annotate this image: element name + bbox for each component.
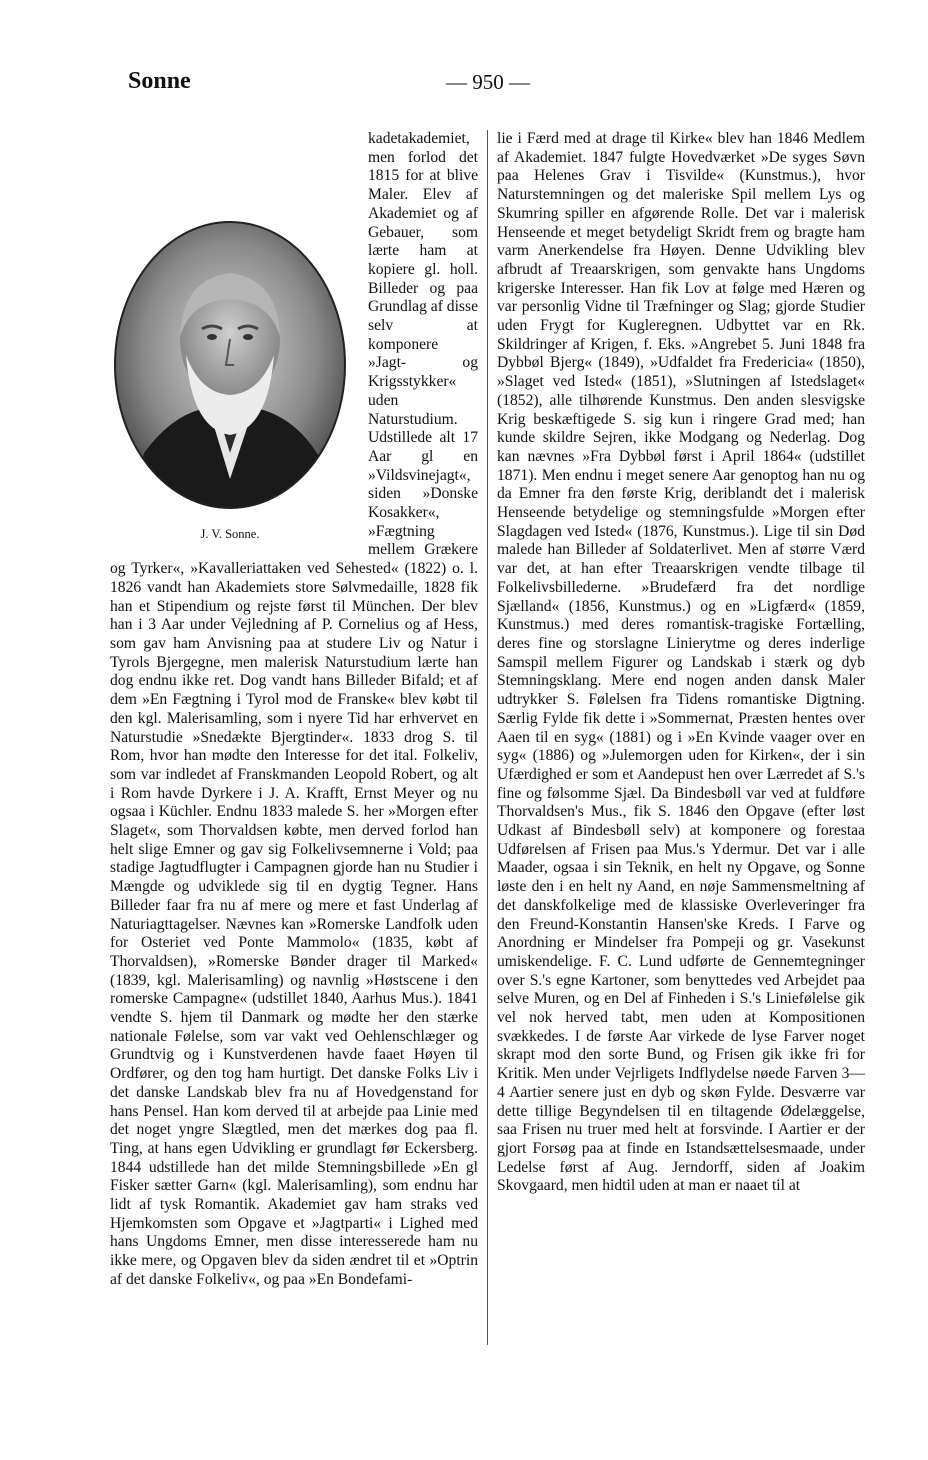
portrait-image [110,217,350,513]
page-number: — 950 — [446,70,530,94]
right-column-text: lie i Færd med at drage til Kirke« blev han 1846 Medlem af Akademiet. 1847 fulgte Hovedværket »De syges Søvn paa Helenes Grav i Tisvilde« (Kunstmus.), hvor Naturstemningen og det maleriske Spil mellem Lys og Skumring spiller en afgørende Rolle. Det var i malerisk Henseende et meget betydeligt Skridt frem og bragte ham varm Anerkendelse fra Høyen. Denne Udvikling blev afbrudt af Treaarskrigen, som genvakte hans Ungdoms krigerske Interesser. Han fik Lov at følge med Hæren og var personlig Vidne til Træfninger og Slag; gjorde Studier uden Frygt for Kugleregnen. Udbyttet var en Rk. Skildringer af Krigen, f. Eks. »Angrebet 5. Juni 1848 fra Dybbøl Bjerg« (1849), »Udfaldet fra Fredericia« (1850), »Slaget ved Isted« (1851), »Slutningen af Istedslaget« (1852), alle tilhørende Kunstmus. Den anden slesvigske Krig beskæftigede S. sig kun i ringere Grad med; han kunde skildre Sejren, ikke Modgang og Nederlag. Dog kan nævnes »Fra Dybbøl først i April 1864« (udstillet 1871). Men endnu i meget senere Aar genoptog han nu og da Emner fra den første Krig, deriblandt det i malerisk Henseende betydelige og stemningsfulde »Morgen efter Slagdagen ved Isted« (1876, Kunstmus.). Lige til sin Død malede han Billeder af Soldaterlivet. Men af større Værd var det, at han efter Treaarskrigen vendte tilbage til Folkelivsbillederne. »Brudefærd fra det nordlige Sjælland« (1856, Kunstmus.) og en »Ligfærd« (1859, Kunstmus.) med deres romantisk-tragiske Fortælling, deres fine og storslagne Linierytme og deres inderlige Samspil mellem Figurer og Landskab i stærk og dyb Stemningsklang. Mere end nogen anden dansk Maler udtrykker S. Følelsen fra Tidens romantiske Digtning. Særlig Fylde fik dette i »Sommernat, Præsten hentes over Aaen til en syg« (1881) og i »En Kvinde vaager over en syg« (1886) og »Julemorgen uden for Kirken«, der i sin Ufærdighed er som et Aandepust hen over Lærredet af S.'s fine og følsomme Sjæl. Da Bindesbøll var ved at fuldføre Thorvaldsen's Mus., fik S. 1846 den Opgave (efter løst Udkast af Bindesbøll selv) at komponere og forestaa Udførelsen af Frisen paa Mus.'s Ydermur. Det var i alle Maader, ogsaa i sin Teknik, en helt ny Opgave, og Sonne løste den i en helt ny Aand, en nøje Sammensmeltning af det danskfolkelige med de klassiske Overleveringer fra den Freund-Konstantin Hansen'ske Kreds. I Farve og Anordning er Mindelser fra Pompeji og gr. Vasekunst umiskendelige. F. C. Lund udførte de Gennemtegninger over S.'s egne Kartoner, som benyttedes ved Arbejdet paa selve Muren, og en Del af Finheden i S.'s Liniefølelse gik vel nok herved tabt, men uden at Kompositionen svækkedes. I de første Aar virkede de lyse Farver noget skrapt mod den sorte Bund, og Frisen gik ikke fri for Kritik. Men under Vejrligets Indflydelse nøede Farven 3—4 Aartier senere just en dyb og skøn Fylde. Desværre var dette tillige Begyndelsen til en tiltagende Ødelæggelse, saa Frisen nu truer med helt at forsvinde. I Aartier er der gjort Forsøg paa at finde en Istandsættelsesmaade, under Ledelse først af Aug. Jerndorff, siden af Joakim Skovgaard, men hidtil uden at man er naaet til at [497,130,865,1195]
left-column-text: kadetakademiet, men forlod det 1815 for at blive Maler. Elev af Akademiet og af Gebauer, som lærte ham at kopiere gl. holl. Billeder og paa Grundlag af disse selv at komponere »Jagt- og Krigsstykker« uden Naturstudium. Udstillede alt 17 Aar gl en »Vildsvinejagt«, siden »Donske Kosakker«, »Fægtning mellem Grækere og Tyrker«, »Kavalleriattaken ved Sehested« (1822) o. l. 1826 vandt han Akademiets store Sølvmedaille, 1828 fik han et Stipendium og rejste først til München. Der blev han i 3 Aar under Vejledning af P. Cornelius og af Hess, som gav ham Anvisning paa at studere Liv og Natur i Tyrols Bjergegne, men malerisk Naturstudium lærte han dog endnu ikke ret. Dog vandt hans Billeder Bifald; et af dem »En Fægtning i Tyrol mod de Franske« blev købt til den kgl. Malerisamling, som i nyere Tid har erhvervet en Naturstudie »Snedækte Bjergtinder«. 1833 drog S. til Rom, hvor han mødte den Interesse for det ital. Folkeliv, som var indledet af Franskmanden Leopold Robert, og alt i Rom havde Dyrkere i J. A. Krafft, Ernst Meyer og nu ogsaa i Küchler. Endnu 1833 malede S. her »Morgen efter Slaget«, som Thorvaldsen købte, men derved forlod han helt slige Emner og gav sig Folkelivsemnerne i Vold; paa stadige Jagtudflugter i Campagnen gjorde han nu Studier i Mængde og udviklede sig til en dygtig Tegner. Hans Billeder faar fra nu af mere og mere et fast Underlag af Naturiagttagelser. Nævnes kan »Romerske Landfolk uden for Osteriet ved Ponte Mammolo« (1835, købt af Thorvaldsen), »Romerske Bønder drager til Marked« (1839, kgl. Malerisamling) og navnlig »Høstscene i den romerske Campagne« (udstillet 1840, Aarhus Mus.). 1841 vendte S. hjem til Danmark og mødte her den stærke nationale Følelse, som var vakt ved Oehlenschlæger og Grundtvig og i Kunstverdenen havde faaet Høyen til Ordfører, og den tog ham hurtigt. Det danske Folks Liv i det danske Landskab blev fra nu af Hovedgenstand for hans Pensel. Han kom derved til at arbejde paa Linie med det noget yngre Slægtled, men det mærkes dog paa fl. Ting, at hans egen Udvikling er grundlagt før Eckersberg. 1844 udstillede han det milde Stemningsbillede »En gl Fisker sætter Garn« (kgl. Malerisamling), som endnu har lidt af tysk Romantik. Akademiet gav ham straks ved Hjemkomsten som Opgave et »Jagtparti« i Lighed med hans Ungdoms Emner, men disse interesserede ham nu ikke mere, og Opgaven blev da siden ændret til et »Optrin af det danske Folkeliv«, og paa »En Bondefami- [110,130,478,1288]
portrait-caption: J. V. Sonne. [200,526,260,541]
column-divider [487,130,488,1345]
left-column [110,130,478,1290]
portrait-figure [110,217,360,543]
page-header [128,68,868,108]
headword: Sonne [128,68,191,94]
right-column [497,130,865,1196]
